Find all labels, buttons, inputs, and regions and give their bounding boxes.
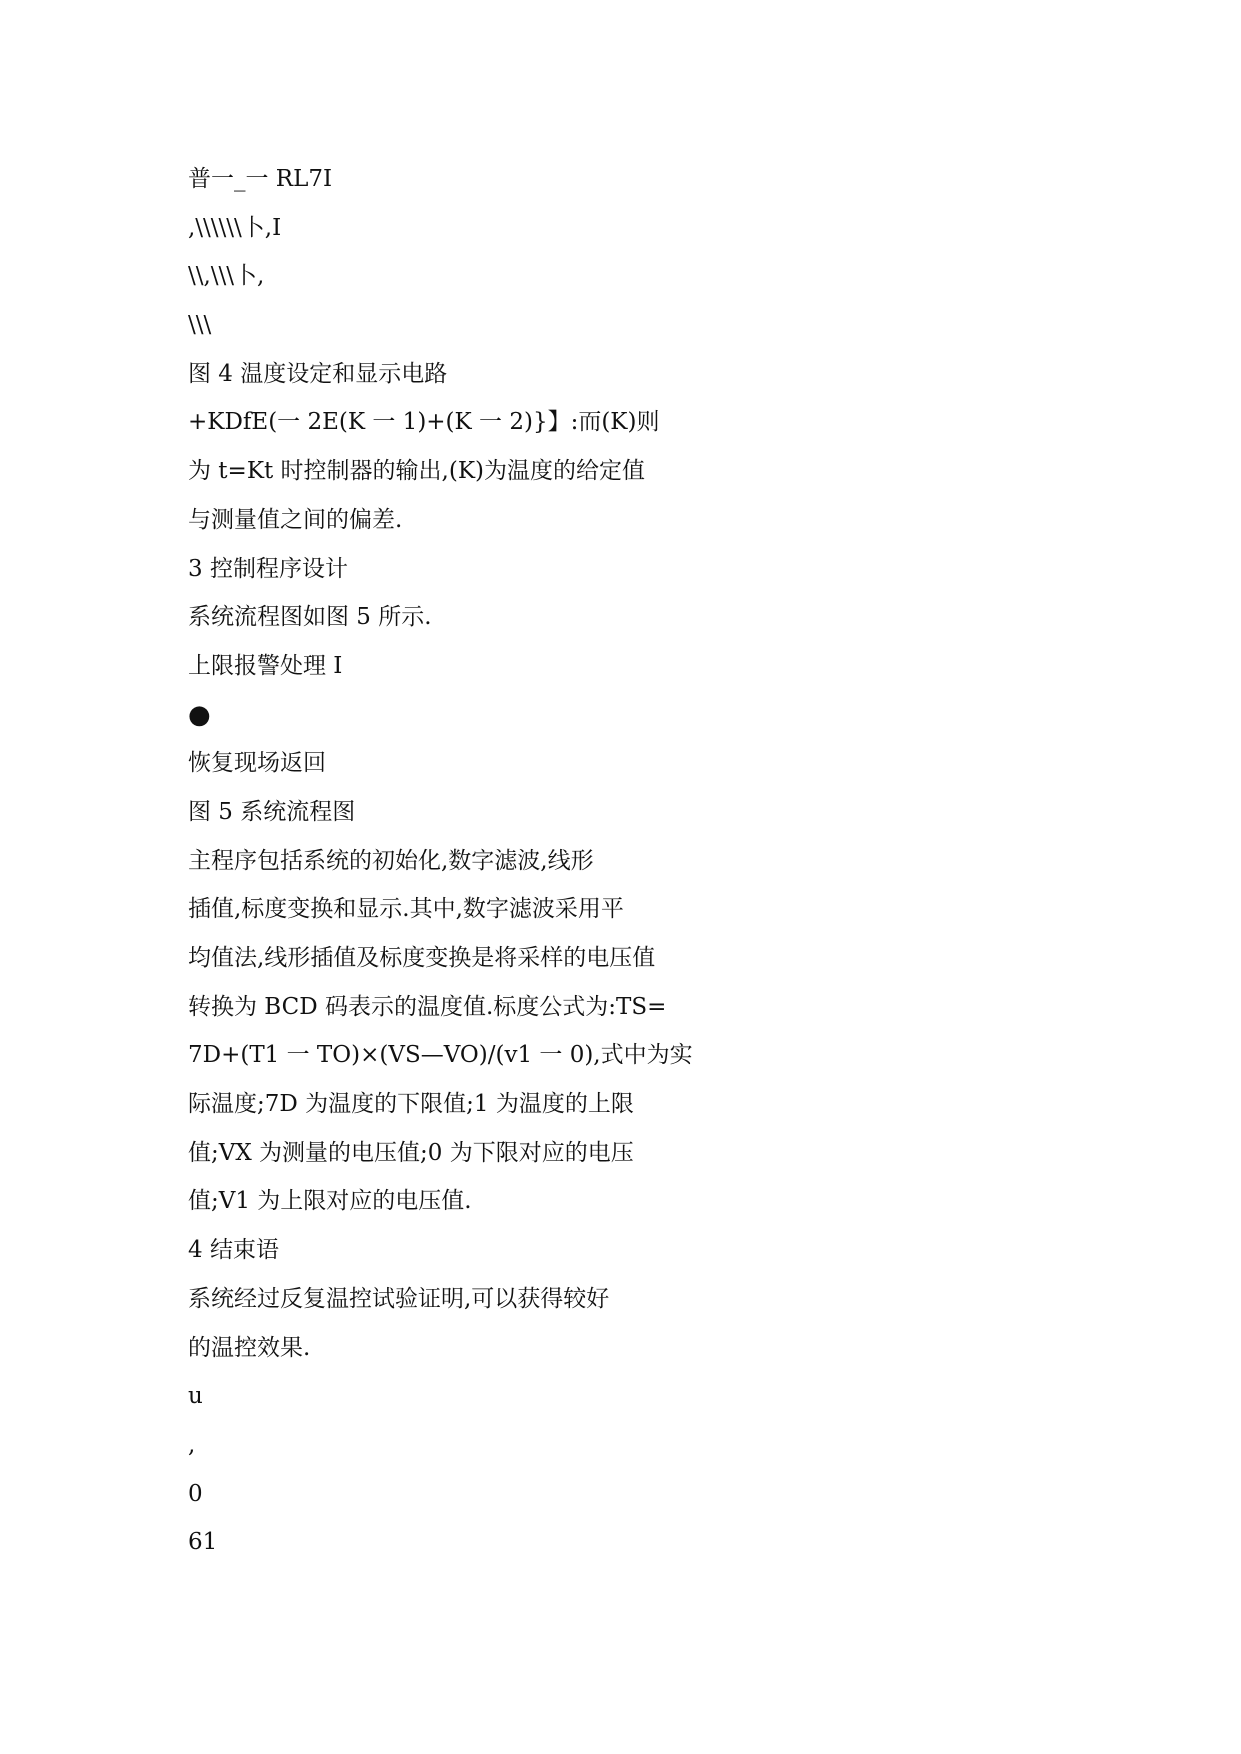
text-line-26: u [188,1383,203,1410]
paragraph-line-2: 插值,标度变换和显示.其中,数字滤波采用平 [188,896,624,923]
text-line-28: 0 [188,1480,203,1507]
conclusion-line-1: 系统经过反复温控试验证明,可以获得较好 [188,1285,610,1312]
paragraph-line-3: 均值法,线形插值及标度变换是将采样的电压值 [188,945,656,971]
text-line-10: 系统流程图如图 5 所示. [188,604,432,631]
document-body [188,155,748,1567]
text-line-13: 恢复现场返回 [188,750,326,777]
text-line-04: \\\ [188,312,212,339]
page-number: 61 [188,1529,218,1556]
figure-5-caption: 图 5 系统流程图 [188,798,356,825]
text-line-08: 与测量值之间的偏差. [188,506,403,533]
text-line-02: ,\\\\\\卜,I [188,214,282,241]
paragraph-line-8: 值;V1 为上限对应的电压值. [188,1188,472,1215]
figure-4-caption: 图 4 温度设定和显示电路 [188,360,448,387]
section-4-heading: 4 结束语 [188,1237,279,1264]
paragraph-line-1: 主程序包括系统的初始化,数字滤波,线形 [188,847,594,874]
text-line-01: 普一_一 RL7I [188,166,333,192]
text-line-07: 为 t=Kt 时控制器的输出,(K)为温度的给定值 [188,458,646,485]
paragraph-line-7: 值;VX 为测量的电压值;0 为下限对应的电压 [188,1139,634,1166]
conclusion-line-2: 的温控效果. [188,1334,311,1361]
section-3-heading: 3 控制程序设计 [188,555,348,582]
bullet-dot: ● [188,699,211,730]
text-line-03: \\,\\\卜, [188,263,265,290]
formula-line: +KDfE(一 2E(K 一 1)+(K 一 2)}】:而(K)则 [188,409,660,436]
text-line-11: 上限报警处理 I [188,652,343,679]
text-line-27: , [188,1431,196,1458]
paragraph-line-6: 际温度;7D 为温度的下限值;1 为温度的上限 [188,1091,634,1118]
paragraph-line-5: 7D+(T1 一 TO)×(VS—VO)/(v1 一 0),式中为实 [188,1042,693,1069]
paragraph-line-4: 转换为 BCD 码表示的温度值.标度公式为:TS= [188,993,667,1020]
